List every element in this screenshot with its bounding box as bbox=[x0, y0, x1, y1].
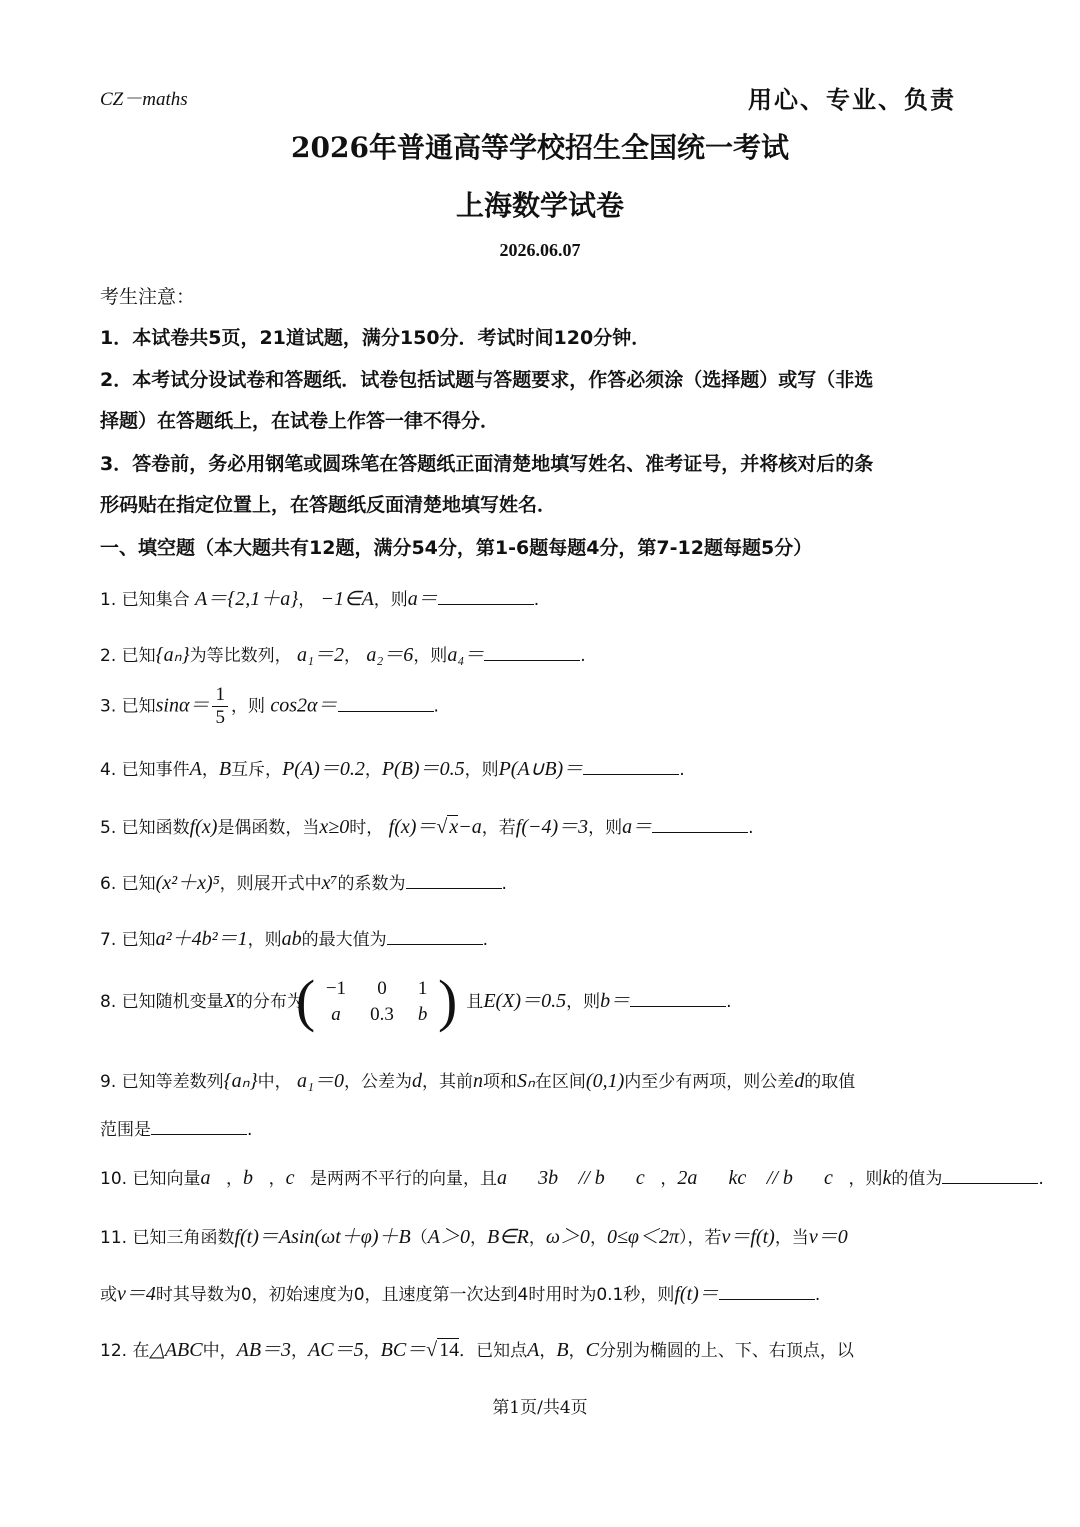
answer-blank[interactable] bbox=[338, 697, 434, 712]
question-10: 10. 已知向量a⃗，b⃗，c⃗是两两不平行的向量，且a⃗＋3b⃗ // b⃗＋c⃗，2a⃗＋kc⃗ // b⃗＋c⃗，则k的值为 . bbox=[100, 1167, 1044, 1189]
answer-blank[interactable] bbox=[151, 1120, 247, 1135]
section-heading: 一、填空题（本大题共有12题，满分54分，第1-6题每题4分，第7-12题每题5分） bbox=[100, 537, 813, 559]
note-2b: 择题）在答题纸上，在试卷上作答一律不得分． bbox=[100, 410, 500, 432]
exam-date: 2026.06.07 bbox=[499, 240, 581, 260]
note-3a: 3．答卷前，务必用钢笔或圆珠笔在答题纸正面清楚地填写姓名、准考证号，并将核对后的条 bbox=[100, 453, 874, 475]
question-11: 11. 已知三角函数f(t)＝Asin(ωt＋φ)＋B（A＞0，B∈R，ω＞0，0≤φ＜2π），若v＝f(t)，当v＝0 bbox=[100, 1226, 848, 1248]
answer-blank[interactable] bbox=[719, 1285, 815, 1300]
question-9: 9. 已知等差数列{aₙ}中， a₁＝0，公差为d，其前n项和Sₙ在区间(0,1)内至少有两项，则公差d的取值 bbox=[100, 1070, 856, 1092]
distribution-matrix: ( −1 0 1 a 0.3 b ) bbox=[295, 968, 458, 1033]
page-footer: 第1页/共4页 bbox=[492, 1398, 588, 1418]
answer-blank[interactable] bbox=[438, 590, 534, 605]
page-title: 2026年普通高等学校招生全国统一考试 bbox=[291, 131, 789, 164]
answer-blank[interactable] bbox=[406, 874, 502, 889]
note-1: 1．本试卷共5页，21道试题，满分150分．考试时间120分钟． bbox=[100, 327, 651, 349]
question-1: 1. 已知集合 A＝{2,1＋a}， −1∈A，则a＝ . bbox=[100, 588, 540, 610]
note-3b: 形码贴在指定位置上，在答题纸反面清楚地填写姓名． bbox=[100, 494, 557, 516]
question-7: 7. 已知a²＋4b²＝1，则ab的最大值为 . bbox=[100, 928, 489, 950]
answer-blank[interactable] bbox=[583, 760, 679, 775]
answer-blank[interactable] bbox=[942, 1169, 1038, 1184]
answer-blank[interactable] bbox=[484, 646, 580, 661]
question-11-line2: 或v＝4时其导数为0，初始速度为0，且速度第一次达到4时用时为0.1秒，则f(t)＝ . bbox=[100, 1283, 821, 1305]
question-4: 4. 已知事件A，B互斥，P(A)＝0.2，P(B)＝0.5，则P(A∪B)＝ . bbox=[100, 758, 685, 780]
question-2: 2. 已知{aₙ}为等比数列， a₁＝2， a₂＝6，则a₄＝ . bbox=[100, 644, 586, 666]
answer-blank[interactable] bbox=[387, 930, 483, 945]
question-3: 3. 已知sinα＝ $\frac{1}{5}$ ，则 cos2α＝ . bbox=[100, 684, 439, 728]
header-right: 用心、专业、负责 bbox=[748, 86, 956, 114]
answer-blank[interactable] bbox=[652, 818, 748, 833]
note-2a: 2．本考试分设试卷和答题纸．试卷包括试题与答题要求，作答必须涂（选择题）或写（非选 bbox=[100, 369, 874, 391]
page-subtitle: 上海数学试卷 bbox=[455, 189, 624, 222]
question-9-line2: 范围是 . bbox=[100, 1120, 253, 1140]
question-5: 5. 已知函数f(x)是偶函数，当x≥0时， f(x)＝√ x−a，若f(−4)＝3，则a＝ . bbox=[100, 816, 754, 838]
answer-blank[interactable] bbox=[630, 992, 726, 1007]
question-6: 6. 已知(x²＋x)⁵，则展开式中x⁷的系数为 . bbox=[100, 872, 507, 894]
question-8: 8. 已知随机变量X的分布为 ( −1 0 1 a 0.3 b ) ，且E(X)＝0.5，则b＝ . bbox=[100, 968, 732, 1033]
header-left: CZ－maths bbox=[100, 89, 188, 110]
question-12: 12. 在△ABC中，AB＝3，AC＝5，BC＝√ 14．已知点A，B，C分别为椭圆的上、下、右顶点，以 bbox=[100, 1339, 854, 1361]
fraction: $\frac{1}{5}$ bbox=[212, 684, 228, 729]
notes-heading: 考生注意： bbox=[100, 286, 196, 308]
